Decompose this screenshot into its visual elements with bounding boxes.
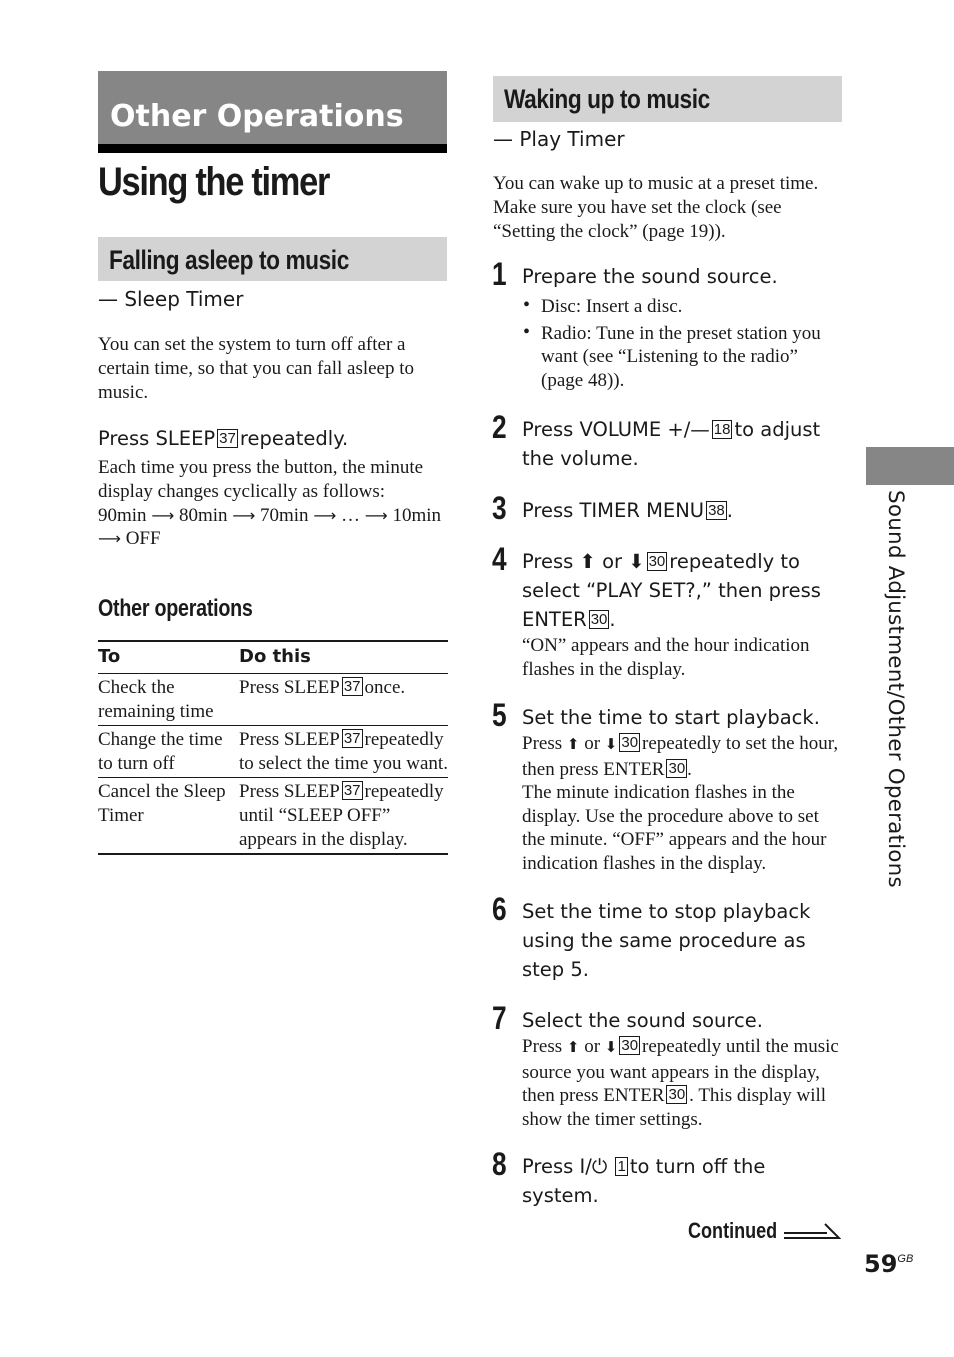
sleep-heading-bar <box>98 237 447 281</box>
step-description: Press ⬆ or ⬇ 30 repeatedly until the music source you want appears in the display, then press ENTER 30 . This display will show the timer settings. <box>522 1036 839 1130</box>
column-header-to: To <box>98 641 239 674</box>
list-item: • Radio: Tune in the preset station you want (see “Listening to the radio” (page 48)). <box>522 322 844 393</box>
section-banner <box>98 71 447 153</box>
step-number: 2 <box>492 409 507 445</box>
step-description: Press ⬆ or ⬇ 30 repeatedly to set the hour, then press ENTER 30 . <box>522 733 839 780</box>
step-number: 6 <box>492 891 507 927</box>
step-title: Prepare the sound source. <box>522 265 778 288</box>
continued-label: Continued <box>688 1218 778 1243</box>
up-arrow-icon: ⬆ <box>566 1040 580 1056</box>
table-cell-do: Press SLEEP 37 repeatedly to select the time you want. <box>239 726 448 778</box>
right-arrow-icon: ⟶ <box>313 505 337 525</box>
step-number: 5 <box>492 697 507 733</box>
sleep-cycle: 90min ⟶ 80min ⟶ 70min ⟶ … ⟶ 10min ⟶ OFF <box>98 504 441 550</box>
key-30-badge: 30 <box>621 1037 639 1054</box>
step-title: Press VOLUME +/— 18 to adjust the volume. <box>522 418 821 470</box>
play-heading: Waking up to music <box>504 84 710 114</box>
key-30-badge: 30 <box>590 611 608 628</box>
sleep-description: Each time you press the button, the minute display changes cyclically as follows: 90min ⟶ 80min ⟶ 70min ⟶ … ⟶ 10min ⟶ OFF <box>98 457 441 550</box>
page-title: Using the timer <box>98 160 330 204</box>
key-37-badge: 37 <box>219 430 236 447</box>
down-arrow-icon: ⬇ <box>604 1040 618 1056</box>
right-arrow-icon: ⟶ <box>98 529 121 549</box>
right-arrow-icon: ⟶ <box>151 505 175 525</box>
down-arrow-icon: ⬇ <box>628 550 645 573</box>
page-suffix: GB <box>897 1253 914 1265</box>
up-arrow-icon: ⬆ <box>579 550 596 573</box>
step-title: Press TIMER MENU 38 . <box>522 499 733 522</box>
step-title: Set the time to stop playback using the same procedure as step 5. <box>522 900 811 981</box>
list-item: • Disc: Insert a disc. <box>522 295 844 319</box>
table-row <box>98 778 448 854</box>
step-title: Set the time to start playback. <box>522 706 820 729</box>
column-header-do: Do this <box>239 641 448 674</box>
table-cell-do: Press SLEEP 37 once. <box>239 674 448 726</box>
key-18-badge: 18 <box>713 421 731 438</box>
table-cell-to: Change the time to turn off <box>98 726 239 778</box>
key-37-badge: 37 <box>343 782 361 800</box>
key-30-badge: 30 <box>668 1086 686 1104</box>
table-row <box>98 726 448 778</box>
page-number: $59^{GB}$ <box>864 1250 914 1278</box>
power-icon: ⏻ <box>591 1155 608 1178</box>
step-number: 8 <box>492 1146 507 1182</box>
step-number: 3 <box>492 490 507 526</box>
step-description: “ON” appears and the hour indication flashes in the display. <box>522 635 810 680</box>
sleep-subtitle: — Sleep Timer <box>98 287 244 311</box>
key-30-badge: 30 <box>621 734 639 751</box>
key-38-badge: 38 <box>708 502 725 519</box>
step-bullets <box>522 295 844 392</box>
table-row <box>98 674 448 726</box>
play-intro: You can wake up to music at a preset time. Make sure you have set the clock (see “Setting the clock” (page 19)). <box>493 173 819 242</box>
play-heading-bar <box>493 76 842 122</box>
table-cell-to: Cancel the Sleep Timer <box>98 778 239 854</box>
side-tab <box>866 447 954 485</box>
table-cell-do: Press SLEEP 37 repeatedly until “SLEEP OFF” appears in the display. <box>239 778 448 854</box>
sleep-intro: You can set the system to turn off after a certain time, so that you can fall asleep to music. <box>98 334 415 403</box>
other-operations-heading: Other operations <box>98 595 253 622</box>
sleep-instruction: Press SLEEP 37 repeatedly. <box>98 427 349 450</box>
step-title: Select the sound source. <box>522 1009 763 1032</box>
right-arrow-icon: ⟶ <box>232 505 256 525</box>
continued-arrow-icon <box>783 1218 841 1242</box>
step-number: 1 <box>492 256 507 292</box>
right-arrow-icon: ⟶ <box>364 505 388 525</box>
key-1-badge: 1 <box>617 1158 626 1175</box>
step-number: 4 <box>492 541 507 577</box>
side-section-label: Sound Adjustment/Other Operations <box>883 490 908 888</box>
table-header-row <box>98 641 448 674</box>
table-cell-to: Check the remaining time <box>98 674 239 726</box>
section-title: Other Operations <box>110 99 404 134</box>
step-title: Press I/⏻ 1 to turn off the system. <box>522 1155 766 1207</box>
step-number: 7 <box>492 1000 507 1036</box>
key-30-badge: 30 <box>668 759 686 777</box>
up-arrow-icon: ⬆ <box>566 737 580 753</box>
play-subtitle: — Play Timer <box>493 127 625 151</box>
step-description: The minute indication flashes in the display. Use the procedure above to set the minute. “OFF” appears and the hour indication flashes in the display. <box>522 782 827 874</box>
sleep-heading: Falling asleep to music <box>109 245 349 275</box>
step-title: Press ⬆ or ⬇ 30 repeatedly to select “PLAY SET?,” then press ENTER 30 . <box>522 550 821 631</box>
key-37-badge: 37 <box>343 730 361 748</box>
down-arrow-icon: ⬇ <box>604 737 618 753</box>
key-37-badge: 37 <box>343 678 361 695</box>
other-operations-table <box>98 640 448 855</box>
key-30-badge: 30 <box>648 553 666 570</box>
